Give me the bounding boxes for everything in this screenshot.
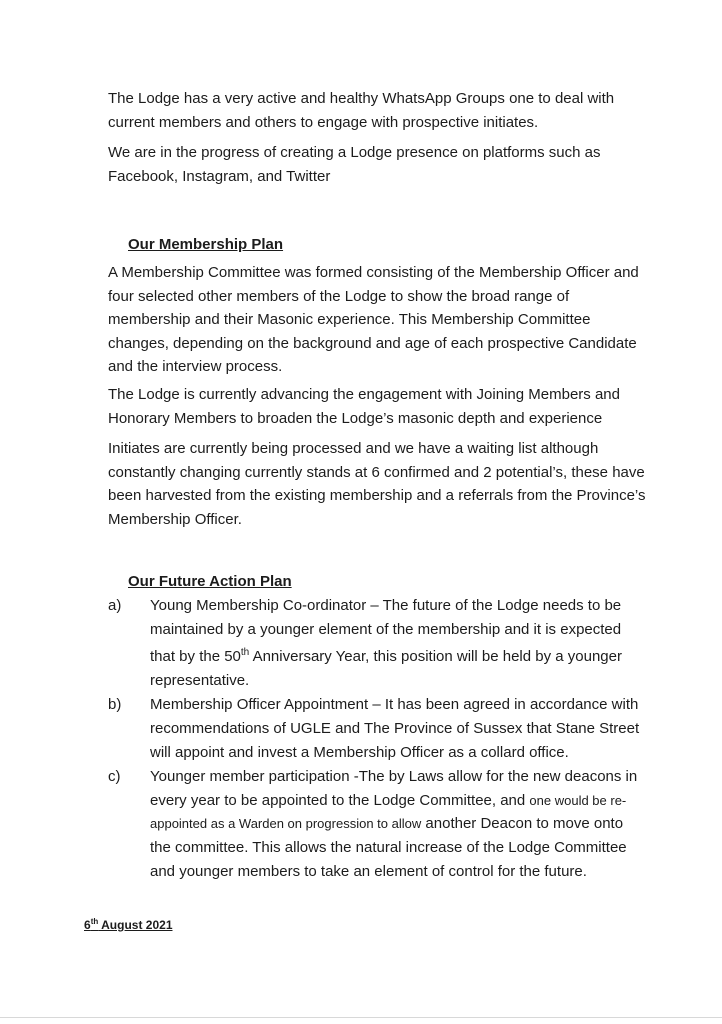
intro-paragraph-social-media: We are in the progress of creating a Lodge presence on platforms such as Facebook, Instagram, and Twitter [108, 144, 601, 185]
date-day: 6 [84, 918, 91, 932]
action-marker: b) [108, 696, 122, 714]
action-item-younger-participation [108, 765, 648, 883]
membership-committee-paragraph: A Membership Committee was formed consisting of the Membership Officer and four selected other members of the Lodge to show the broad range of membership and their Masonic experience. This Membership Committee changes, depending on the background and age of each prospective Candidate and the interview process. [108, 264, 639, 375]
action-marker: c) [108, 768, 121, 786]
future-action-plan-heading: Our Future Action Plan [128, 573, 292, 590]
action-text: Younger member participation -The by Laws allow for the new deacons in every year to be appointed to the Lodge Committee, and [150, 768, 638, 809]
document-date [84, 914, 173, 933]
future-action-list [108, 594, 648, 884]
action-text-small-run: one would be re-appointed as a Warden on progression to allow [150, 792, 627, 832]
date-ordinal: th [90, 917, 99, 926]
date-month-year: August 2021 [98, 918, 173, 932]
scan-edge-line [0, 1017, 722, 1018]
action-item-membership-officer [108, 693, 648, 764]
action-text: Membership Officer Appointment – It has been agreed in accordance with recommendations of UGLE and The Province of Sussex that Stane Street will appoint and invest a Membership Officer as a collard office. [150, 696, 640, 761]
membership-plan-heading: Our Membership Plan [128, 236, 284, 253]
action-superscript: th [240, 647, 250, 659]
initiates-paragraph: Initiates are currently being processed and we have a waiting list although constantly changing currently stands at 6 confirmed and 2 potential’s, these have been harvested from the existing membership and a referrals from the Province’s Membership Officer. [108, 440, 646, 528]
action-marker: a) [108, 597, 122, 614]
joining-members-paragraph: The Lodge is currently advancing the engagement with Joining Members and Honorary Members to broaden the Lodge’s masonic depth and experience [108, 386, 620, 427]
action-item-young-coordinator [108, 594, 648, 692]
intro-paragraph-whatsapp: The Lodge has a very active and healthy WhatsApp Groups one to deal with current members and others to engage with prospective initiates. [108, 90, 615, 131]
action-text-continued: Anniversary Year, this position will be held by a younger representative. [150, 648, 622, 689]
action-text-continued: another Deacon to move onto the committee. This allows the natural increase of the Lodge Committee and younger members to take an element of control for the future. [150, 815, 627, 880]
action-text: Young Membership Co-ordinator – The future of the Lodge needs to be maintained by a younger element of the membership and it is expected that by the 50 [150, 597, 622, 666]
